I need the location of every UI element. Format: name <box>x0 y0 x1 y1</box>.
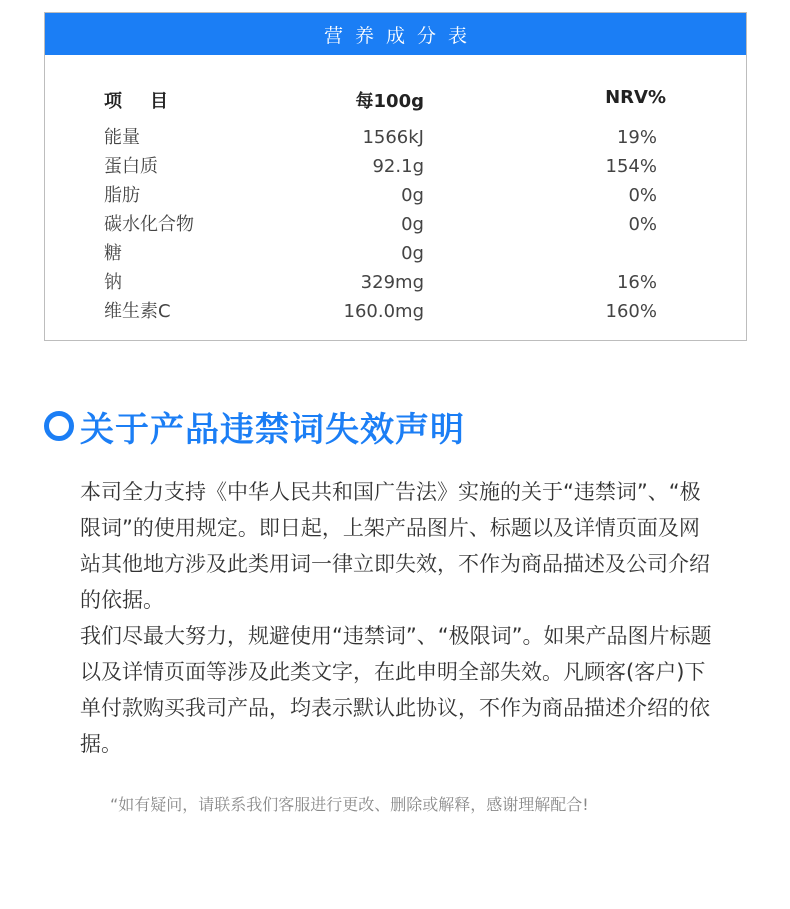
nutrition-table-title: 营养成分表 <box>45 13 746 55</box>
table-row <box>45 210 746 239</box>
row-nrv: 160% <box>605 301 657 322</box>
row-name: 蛋白质 <box>104 156 158 177</box>
table-row <box>45 268 746 297</box>
nutrition-table <box>44 12 747 341</box>
row-amount: 1566kJ <box>362 127 424 148</box>
header-amount: 每100g <box>355 91 424 112</box>
row-amount: 329mg <box>360 272 424 293</box>
row-name: 脂肪 <box>104 185 140 206</box>
row-nrv: 16% <box>616 272 657 293</box>
table-row <box>45 297 746 326</box>
row-nrv: 0% <box>628 214 657 235</box>
statement-paragraph-2: 我们尽最大努力，规避使用“违禁词”、“极限词”。如果产品图片标题以及详情页面等涉及此类文字，在此申明全部失效。凡顾客(客户)下单付款购买我司产品，均表示默认此协议，不作为商品描述介绍的依据。 <box>80 624 712 756</box>
row-nrv: 19% <box>616 127 657 148</box>
table-row <box>45 123 746 152</box>
table-row <box>45 152 746 181</box>
table-row <box>45 181 746 210</box>
row-name: 维生素C <box>104 301 171 322</box>
header-nrv: NRV% <box>605 87 666 108</box>
row-amount: 160.0mg <box>343 301 424 322</box>
row-nrv: 0% <box>628 185 657 206</box>
row-name: 碳水化合物 <box>104 214 194 235</box>
contact-note: “如有疑问，请联系我们客服进行更改、删除或解释，感谢理解配合! <box>110 795 589 814</box>
nutrition-rows <box>45 123 746 326</box>
table-row <box>45 239 746 268</box>
circle-outline-icon <box>44 411 74 441</box>
statement-paragraph-1: 本司全力支持《中华人民共和国广告法》实施的关于“违禁词”、“极限词”的使用规定。即日起，上架产品图片、标题以及详情页面及网站其他地方涉及此类用词一律立即失效，不作为商品描述及公司介绍的依据。 <box>80 480 710 612</box>
row-amount: 92.1g <box>372 156 424 177</box>
row-name: 钠 <box>104 272 122 293</box>
header-item: 项目 <box>104 91 196 112</box>
row-amount: 0g <box>401 243 424 264</box>
statement-body <box>80 474 720 762</box>
row-name: 糖 <box>104 243 122 264</box>
row-amount: 0g <box>401 185 424 206</box>
statement-heading <box>44 404 465 448</box>
row-name: 能量 <box>104 127 140 148</box>
table-header-row <box>45 87 746 117</box>
statement-title: 关于产品违禁词失效声明 <box>80 409 465 450</box>
row-nrv: 154% <box>605 156 657 177</box>
row-amount: 0g <box>401 214 424 235</box>
